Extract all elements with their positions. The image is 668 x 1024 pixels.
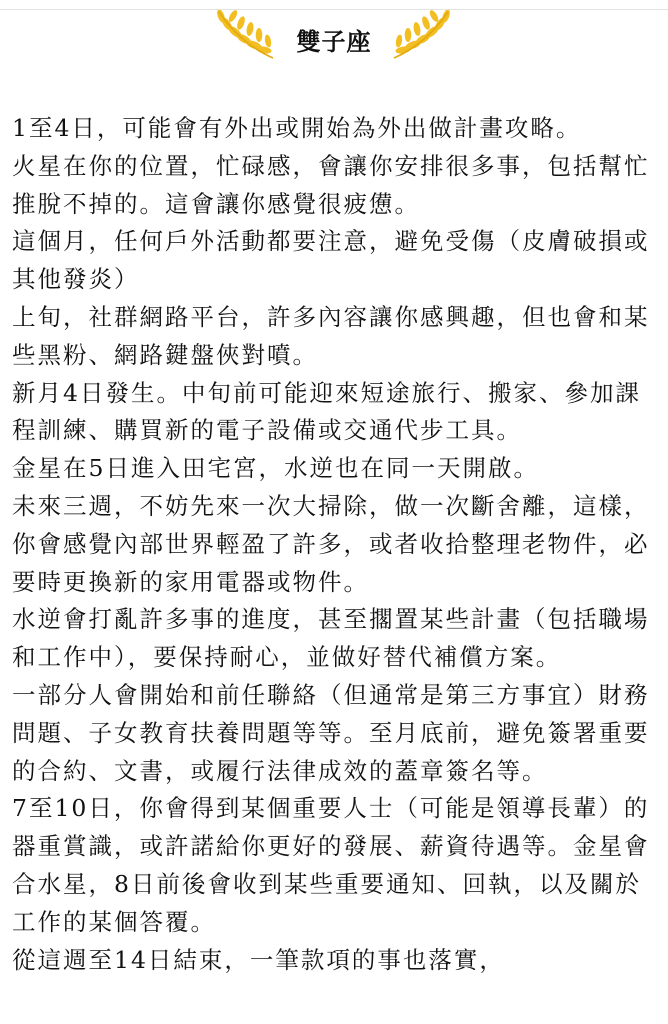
- paragraph-2: 火星在你的位置，忙碌感，會讓你安排很多事，包括幫忙推脫不掉的。這會讓你感覺很疲憊。: [12, 151, 650, 218]
- horoscope-body: [12, 110, 660, 979]
- laurel-right-icon: [392, 10, 454, 68]
- paragraph-8: 水逆會打亂許多事的進度，甚至擱置某些計畫（包括職場和工作中），要保持耐心，並做好替代補償方案。: [12, 605, 650, 672]
- paragraph-9: 一部分人會開始和前任聯絡（但通常是第三方事宜）財務問題、子女教育扶養問題等等。至月底前，避免簽署重要的合約、文書，或履行法律成效的蓋章簽名等。: [12, 680, 650, 785]
- paragraph-6: 金星在5日進入田宅宮，水逆也在同一天開啟。: [12, 454, 539, 483]
- page-title: 雙子座: [296, 28, 372, 56]
- paragraph-7: 未來三週，不妨先來一次大掃除，做一次斷舍離，這樣，你會感覺內部世界輕盈了許多，或者收拾整理老物件，必要時更換新的家用電器或物件。: [12, 491, 650, 596]
- header: [0, 10, 668, 68]
- paragraph-10: 7至10日，你會得到某個重要人士（可能是領導長輩）的器重賞識，或許諾給你更好的發展、薪資待遇等。金星會合水星，8日前後會收到某些重要通知、回執，以及關於工作的某個答覆。: [12, 794, 650, 936]
- paragraph-5: 新月4日發生。中旬前可能迎來短途旅行、搬家、參加課程訓練、購買新的電子設備或交通代步工具。: [12, 378, 641, 445]
- paragraph-1: 1至4日，可能會有外出或開始為外出做計畫攻略。: [12, 114, 582, 142]
- paragraph-4: 上旬，社群網路平台，許多內容讓你感興趣，但也會和某些黑粉、網路鍵盤俠對噴。: [12, 302, 650, 369]
- paragraph-3: 這個月，任何戶外活動都要注意，避免受傷（皮膚破損或其他發炎）: [12, 227, 650, 294]
- paragraph-11: 從這週至14日結束，一筆款項的事也落實，: [12, 945, 505, 974]
